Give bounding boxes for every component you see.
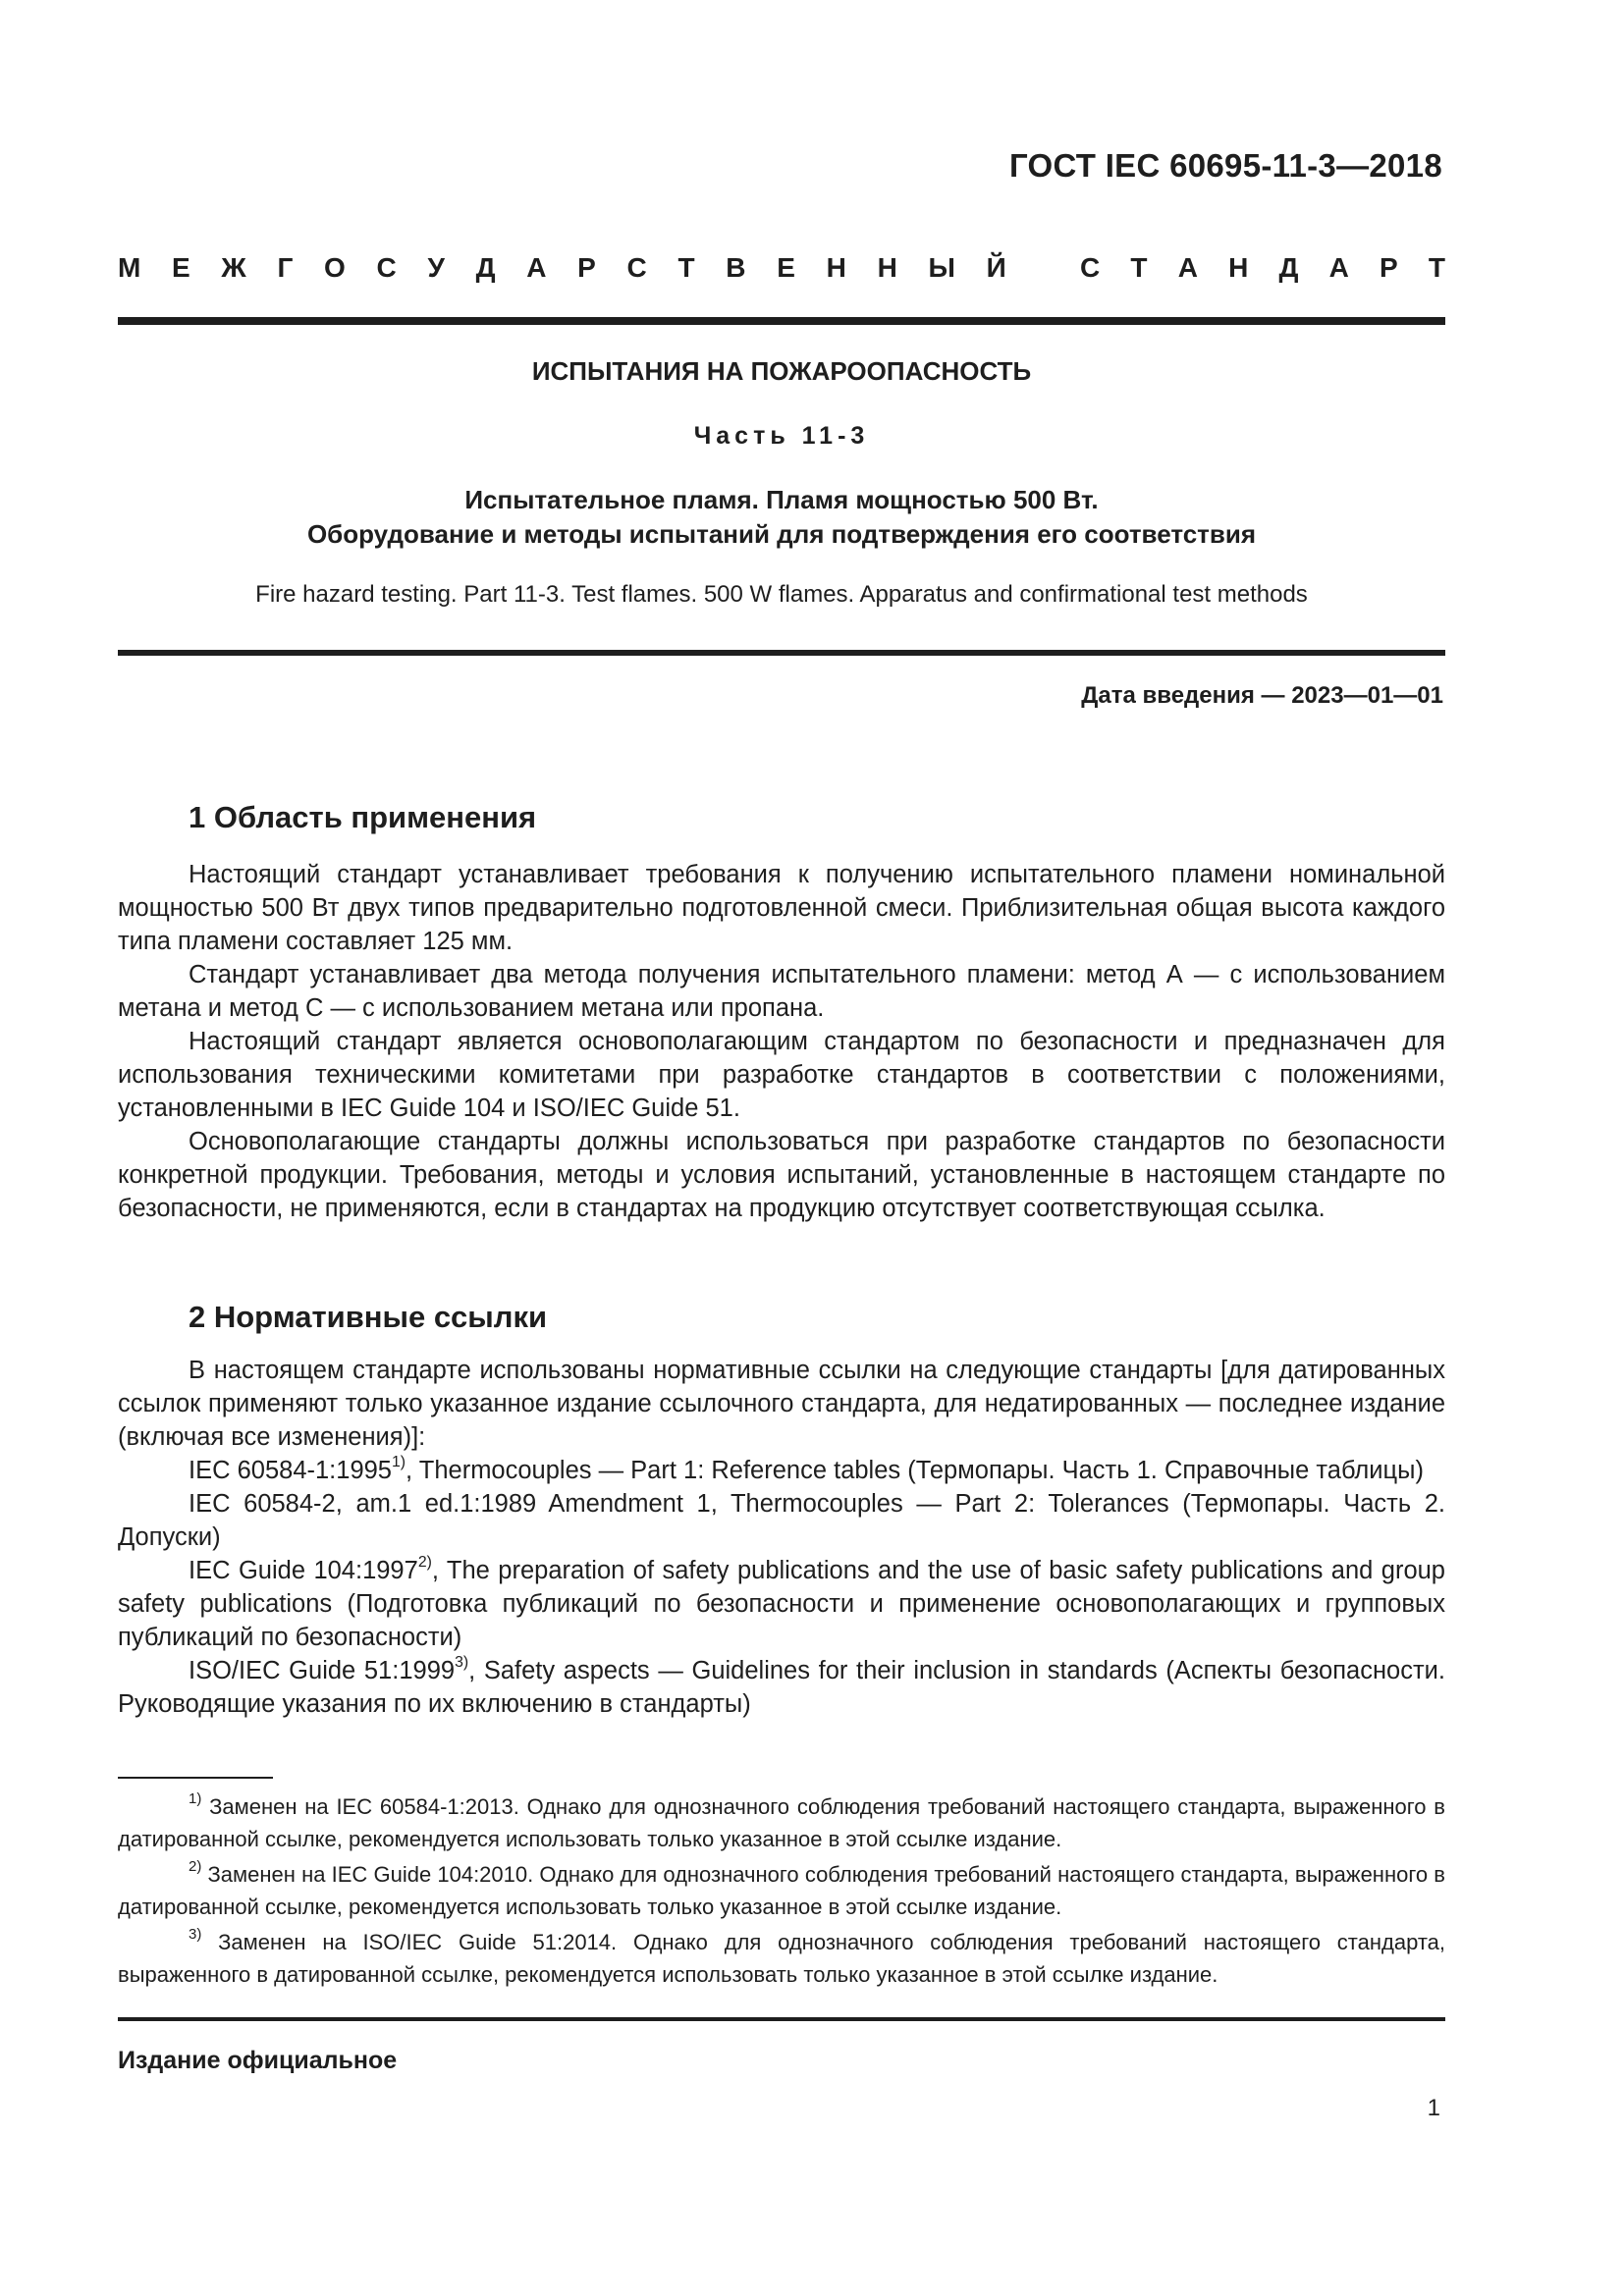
footnote-mark: 3) [189,1925,202,1943]
reference-text: , Safety aspects — Guidelines for their inclusion in standards (Аспекты безопасности. Руководящие указания по их включению в стандарты) [118,1657,1445,1718]
introduction-date: Дата введения — 2023—01—01 [1081,682,1443,709]
footnote [118,1926,1445,1991]
banner-letter: С [626,252,647,283]
banner-letter: А [1328,252,1349,283]
footnote-ref: 1) [392,1454,406,1471]
subtitle-line-2: Оборудование и методы испытаний для подтверждения его соответствия [306,519,1257,549]
footnote-text: Заменен на IEC Guide 104:2010. Однако для однозначного соблюдения требований настоящего стандарта, выраженного в датированной ссылке, рекомендуется использовать только указанное в этой ссылке издание. [118,1862,1445,1919]
footnote-text: Заменен на ISO/IEC Guide 51:2014. Однако для однозначного соблюдения требований настоящего стандарта, выраженного в датированной ссылке, рекомендуется использовать только указанное в этой ссылке издание. [118,1930,1445,1987]
banner-letter: О [324,252,346,283]
section-1-body [118,858,1445,1225]
banner-letter: В [726,252,746,283]
paragraph: Настоящий стандарт устанавливает требования к получению испытательного пламени номинальной мощностью 500 Вт двух типов предварительно подготовленной смеси. Приблизительная общая высота каждого типа пламени составляет 125 мм. [118,861,1445,955]
document-title: ИСПЫТАНИЯ НА ПОЖАРООПАСНОСТЬ [531,356,1032,386]
banner-letter: Д [475,252,496,283]
reference-code: ISO/IEC Guide 51:1999 [189,1657,456,1684]
paragraph: Стандарт устанавливает два метода получения испытательного пламени: метод А — с использованием метана и метод С — с использованием метана или пропана. [118,961,1445,1022]
banner-word-standard [1080,252,1445,284]
footer-divider [118,2017,1445,2021]
banner-letter: Р [1380,252,1398,283]
banner-letter: Е [172,252,190,283]
top-divider [118,317,1445,325]
reference-item [118,1454,1445,1487]
footnote-ref: 2) [417,1554,432,1572]
page-number: 1 [1427,2095,1440,2121]
banner-letter: С [1080,252,1101,283]
banner-letter: Т [677,252,695,283]
banner-letter: Т [1130,252,1148,283]
banner-letter: Р [577,252,596,283]
banner-letter: Е [777,252,795,283]
reference-code: IEC 60584-1:1995 [189,1457,392,1484]
paragraph: В настоящем стандарте использованы нормативные ссылки на следующие стандарты [для датированных ссылок применяют только указанное издание ссылочного стандарта, для недатированных — последнее издание (включая все изменения)]: [118,1357,1445,1451]
banner-letter: А [526,252,547,283]
reference-text: , The preparation of safety publications and the use of basic safety publications and group safety publications (Подготовка публикаций по безопасности и применение основополагающих и групповых публикаций по безопасности) [118,1557,1445,1651]
paragraph: Настоящий стандарт является основополагающим стандартом по безопасности и предназначен для использования техническими комитетами при разработке стандартов в соответствии с положениями, установленными в IEC Guide 104 и ISO/IEC Guide 51. [118,1028,1445,1122]
footnote-text: Заменен на IEC 60584-1:2013. Однако для однозначного соблюдения требований настоящего стандарта, выраженного в датированной ссылке, рекомендуется использовать только указанное в этой ссылке издание. [118,1794,1445,1851]
footnote-ref: 3) [455,1654,469,1672]
banner-letter: А [1177,252,1198,283]
banner-letter: Н [826,252,846,283]
banner-letter: С [376,252,397,283]
official-edition-label: Издание официальное [118,2047,398,2074]
banner-letter: Й [986,252,1006,283]
banner-letter: Ж [221,252,246,283]
section-2-body [118,1354,1445,1721]
section-2-heading: 2 Нормативные ссылки [189,1300,548,1334]
reference-item: IEC 60584-2, am.1 ed.1:1989 Amendment 1, Thermocouples — Part 2: Tolerances (Термопары. Часть 2. Допуски) [118,1490,1445,1551]
footnote [118,1858,1445,1923]
banner-letter: Н [877,252,897,283]
reference-code: IEC Guide 104:1997 [189,1557,418,1584]
banner-letter: Ы [928,252,955,283]
footnote-separator [118,1777,273,1779]
footnote-mark: 1) [189,1789,202,1807]
subtitle-line-1: Испытательное пламя. Пламя мощностью 500 Вт. [464,485,1099,514]
footnote [118,1790,1445,1855]
reference-item [118,1654,1445,1721]
part-label: Часть 11-3 [693,422,870,450]
title-divider [118,650,1445,656]
reference-text: , Thermocouples — Part 1: Reference tables (Термопары. Часть 1. Справочные таблицы) [406,1457,1424,1484]
section-1-heading: 1 Область применения [189,800,537,834]
banner-letter: Т [1428,252,1445,283]
banner-letter: Д [1278,252,1299,283]
footnotes [118,1790,1445,1994]
standard-code: ГОСТ IEC 60695-11-3—2018 [1008,147,1442,184]
english-title: Fire hazard testing. Part 11-3. Test flames. 500 W flames. Apparatus and confirmational test methods [255,581,1308,608]
reference-item [118,1554,1445,1654]
banner-letter: У [427,252,445,283]
banner-letter: М [118,252,141,283]
banner-word-interstate [118,252,1006,284]
document-subtitle [118,483,1445,552]
banner-letter: Н [1228,252,1249,283]
paragraph: Основополагающие стандарты должны использоваться при разработке стандартов по безопасности конкретной продукции. Требования, методы и условия испытаний, установленные в настоящем стандарте по безопасности, не применяются, если в стандартах на продукцию отсутствует соответствующая ссылка. [118,1128,1445,1222]
interstate-standard-banner [118,252,1445,284]
footnote-mark: 2) [189,1857,202,1875]
banner-letter: Г [277,252,294,283]
